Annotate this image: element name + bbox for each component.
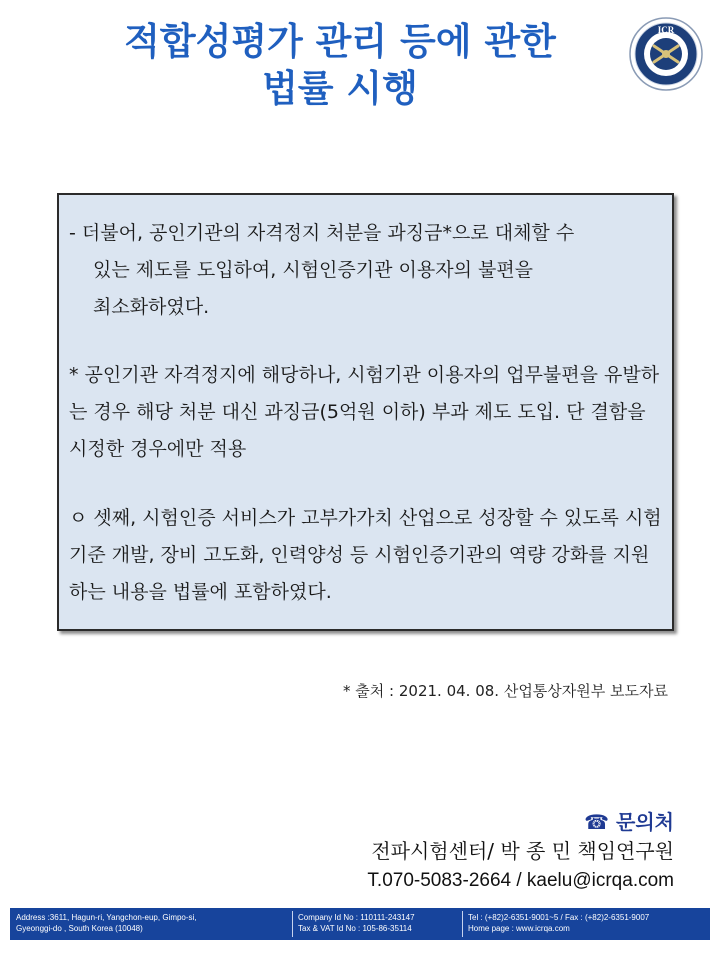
paragraph-1-line-1: - 더불어, 공인기관의 자격정지 처분을 과징금*으로 대체할 수: [69, 222, 575, 244]
paragraph-1: [69, 215, 666, 326]
paragraph-3: ㅇ 셋째, 시험인증 서비스가 고부가가치 산업으로 성장할 수 있도록 시험기준 개발, 장비 고도화, 인력양성 등 시험인증기관의 역량 강화를 지원하는 내용을 법률에 포함하였다.: [69, 507, 662, 603]
contact-name: 전파시험센터/ 박 종 민 책임연구원: [371, 839, 674, 863]
paragraph-2-note: * 공인기관 자격정지에 해당하나, 시험기관 이용자의 업무불편을 유발하는 경우 해당 처분 대신 과징금(5억원 이하) 부과 제도 도입. 단 결함을 시정한 경우에만 적용: [69, 364, 660, 460]
footer-contact: [468, 912, 708, 934]
logo-letters: ICR: [657, 25, 675, 35]
footer-address-line-1: Address :3611, Hagun-ri, Yangchon-eup, Gimpo-si,: [16, 913, 197, 922]
footer-company-line-1: Company Id No : 110111-243147: [298, 913, 415, 922]
paragraph-1-line-2: 있는 제도를 도입하여, 시험인증기관 이용자의 불편을: [93, 259, 534, 281]
footer-homepage: Home page : www.icrqa.com: [468, 924, 570, 933]
contact-heading: ☎ 문의처: [584, 810, 674, 834]
footer-address-line-2: Gyeonggi-do , South Korea (10048): [16, 924, 143, 933]
footer-bar: [10, 908, 710, 940]
page-title: [60, 18, 620, 112]
content-box: [57, 193, 674, 631]
title-line-1: 적합성평가 관리 등에 관한: [124, 20, 556, 63]
footer-company-ids: [298, 912, 460, 934]
contact-block: [367, 808, 674, 896]
icr-seal-icon: [628, 16, 704, 92]
footer-address: [16, 912, 292, 934]
footer-tel-fax: Tel : (+82)2-6351-9001~5 / Fax : (+82)2-6351-9007: [468, 913, 650, 922]
footer-divider: [292, 911, 293, 937]
title-line-2: 법률 시행: [262, 67, 418, 110]
footer-divider: [462, 911, 463, 937]
source-citation: * 출처 : 2021. 04. 08. 산업통상자원부 보도자료: [343, 682, 668, 700]
paragraph-1-line-3: 최소화하였다.: [93, 296, 210, 318]
contact-phone-email: T.070-5083-2664 / kaelu@icrqa.com: [367, 870, 674, 891]
footer-company-line-2: Tax & VAT Id No : 105-86-35114: [298, 924, 412, 933]
icr-logo: [628, 16, 704, 92]
